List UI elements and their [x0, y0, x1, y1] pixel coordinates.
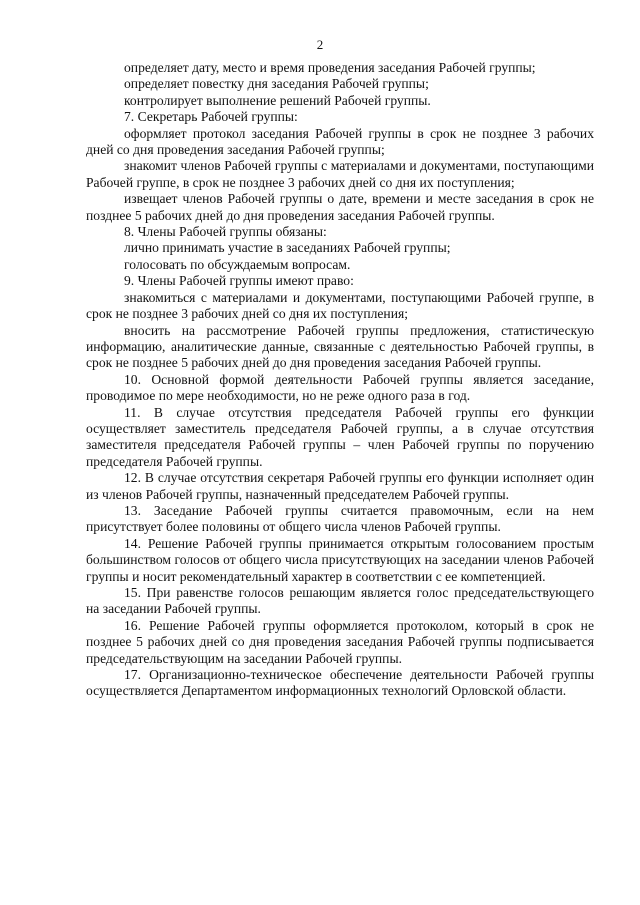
paragraph-member-duty-attend: лично принимать участие в заседаниях Рабочей группы;: [124, 240, 451, 256]
paragraph-item-13: 13. Заседание Рабочей группы считается правомочным, если на нем присутствует более половины от общего числа членов Рабочей группы.: [86, 502, 594, 535]
paragraph-item-8-heading: 8. Члены Рабочей группы обязаны:: [124, 224, 327, 240]
page-number: 2: [316, 37, 324, 52]
paragraph-chair-duty-control: контролирует выполнение решений Рабочей группы.: [124, 92, 431, 108]
paragraph-item-15: 15. При равенстве голосов решающим является голос председательствующего на заседании Рабочей группы.: [86, 585, 594, 617]
paragraph-item-17: 17. Организационно-техническое обеспечение деятельности Рабочей группы осуществляется Департаментом информационных технологий Орловской области.: [86, 667, 594, 699]
paragraph-chair-duty-date: определяет дату, место и время проведения заседания Рабочей группы;: [124, 60, 536, 75]
paragraph-member-right-proposals: вносить на рассмотрение Рабочей группы предложения, статистическую информацию, аналитические данные, связанные с деятельностью Рабочей группы, в срок не позднее 5 рабочих дней до дня проведения заседания Рабочей группы.: [86, 322, 594, 371]
paragraph-item-12: 12. В случае отсутствия секретаря Рабочей группы его функции исполняет один из членов Рабочей группы, назначенный председателем Рабочей группы.: [86, 470, 594, 502]
paragraph-item-9-heading: 9. Члены Рабочей группы имеют право:: [124, 273, 354, 289]
paragraph-secretary-notify: извещает членов Рабочей группы о дате, времени и месте заседания в срок не позднее 5 рабочих дней до дня проведения заседания Рабочей группы.: [86, 191, 594, 223]
document-body: [86, 60, 594, 700]
paragraph-secretary-materials: знакомит членов Рабочей группы с материалами и документами, поступающими Рабочей группе, в срок не позднее 3 рабочих дней со дня их поступления;: [86, 158, 594, 190]
paragraph-item-11: 11. В случае отсутствия председателя Рабочей группы его функции осуществляет заместитель председателя Рабочей группы, а в случае отсутствия заместителя председателя Рабочей группы – член Рабочей группы по поручению председателя Рабочей группы.: [86, 404, 594, 469]
paragraph-item-10: 10. Основной формой деятельности Рабочей группы является заседание, проводимое по мере необходимости, но не реже одного раза в год.: [86, 371, 594, 404]
paragraph-chair-duty-agenda: определяет повестку дня заседания Рабочей группы;: [124, 76, 429, 92]
paragraph-member-duty-vote: голосовать по обсуждаемым вопросам.: [124, 256, 351, 272]
paragraph-secretary-protocol: оформляет протокол заседания Рабочей группы в срок не позднее 3 рабочих дней со дня проведения заседания Рабочей группы;: [86, 125, 594, 158]
paragraph-item-16: 16. Решение Рабочей группы оформляется протоколом, который в срок не позднее 5 рабочих дней со дня проведения заседания Рабочей группы подписывается председательствующим на заседании Рабочей группы.: [86, 617, 594, 666]
paragraph-member-right-materials: знакомиться с материалами и документами, поступающими Рабочей группе, в срок не позднее 3 рабочих дней со дня их поступления;: [86, 289, 594, 322]
paragraph-item-7-heading: 7. Секретарь Рабочей группы:: [124, 109, 298, 125]
paragraph-item-14: 14. Решение Рабочей группы принимается открытым голосованием простым большинством голосов от общего числа присутствующих на заседании членов Рабочей группы и носит рекомендательный характер в соответствии с ее компетенцией.: [86, 535, 594, 584]
